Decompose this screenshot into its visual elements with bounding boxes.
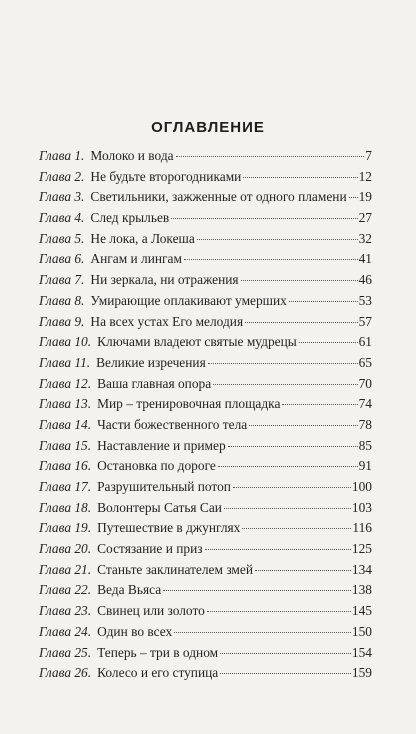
- chapter-title: Разрушительный потоп: [97, 479, 231, 494]
- chapter-number: Глава 15.: [39, 437, 92, 453]
- chapter-title: Не лока, а Локеша: [90, 230, 195, 246]
- chapter-number: Глава 17.: [39, 479, 92, 494]
- page-number: 145: [351, 603, 372, 619]
- toc-entry: [39, 187, 372, 208]
- chapter-number: Глава 7.: [39, 272, 85, 288]
- table-of-contents: [39, 146, 372, 684]
- chapter-number: Глава 10.: [39, 334, 92, 350]
- dot-leader: [224, 508, 351, 509]
- toc-entry: [39, 601, 372, 622]
- page-number: 78: [358, 416, 372, 432]
- dot-leader: [349, 197, 358, 198]
- chapter-title: Путешествие в джунглях: [97, 520, 241, 536]
- toc-entry: [39, 146, 372, 167]
- dot-leader: [245, 322, 357, 323]
- page-number: 154: [351, 644, 372, 660]
- chapter-title: Состязание и приз: [97, 541, 203, 557]
- chapter-number: Глава 22.: [39, 582, 92, 598]
- toc-entry: [39, 374, 372, 395]
- toc-entry: [39, 270, 372, 291]
- chapter-title: Светильники, зажженные от одного пламени: [90, 189, 347, 205]
- dot-leader: [249, 425, 357, 426]
- toc-entry: [39, 539, 372, 560]
- chapter-number: Глава 26.: [39, 665, 92, 681]
- dot-leader: [220, 653, 351, 654]
- chapter-title: Колесо и его ступица: [97, 665, 219, 681]
- chapter-number: Глава 14.: [39, 416, 92, 432]
- chapter-title: Ни зеркала, ни отражения: [90, 272, 239, 288]
- page-number: 19: [358, 189, 372, 205]
- dot-leader: [218, 466, 358, 467]
- chapter-title: Волонтеры Сатья Саи: [97, 499, 222, 515]
- chapter-title: След крыльев: [90, 210, 170, 226]
- page-number: 125: [351, 541, 372, 557]
- chapter-number: Глава 24.: [39, 623, 92, 639]
- toc-entry: [39, 332, 372, 353]
- dot-leader: [220, 673, 351, 674]
- dot-leader: [171, 218, 357, 219]
- page-number: 91: [358, 458, 372, 474]
- chapter-number: Глава 18.: [39, 499, 92, 515]
- dot-leader: [289, 301, 358, 302]
- toc-entry: [39, 477, 372, 498]
- dot-leader: [208, 363, 358, 364]
- dot-leader: [184, 259, 358, 260]
- toc-entry: [39, 394, 372, 415]
- page-number: 41: [358, 251, 372, 267]
- toc-entry: [39, 456, 372, 477]
- dot-leader: [174, 632, 351, 633]
- chapter-number: Глава 8.: [39, 292, 85, 308]
- chapter-number: Глава 19.: [39, 520, 92, 536]
- chapter-number: Глава 20.: [39, 541, 92, 557]
- page-number: 12: [358, 168, 372, 184]
- chapter-number: Глава 6.: [39, 251, 85, 267]
- chapter-title: Свинец или золото: [97, 603, 205, 619]
- page-title: ОГЛАВЛЕНИЕ: [151, 119, 265, 136]
- dot-leader: [228, 446, 358, 447]
- page-number: 103: [351, 499, 372, 515]
- toc-entry: [39, 167, 372, 188]
- chapter-title: Ваша главная опора: [97, 375, 212, 391]
- page-number: 138: [351, 582, 372, 598]
- toc-entry: [39, 415, 372, 436]
- toc-entry: [39, 643, 372, 664]
- toc-entry: [39, 560, 372, 581]
- chapter-number: Глава 25.: [39, 644, 92, 660]
- toc-entry: [39, 291, 372, 312]
- page-number: 74: [358, 396, 372, 412]
- page-number: 53: [358, 292, 372, 308]
- toc-entry: [39, 580, 372, 601]
- toc-entry: [39, 229, 372, 250]
- chapter-number: Глава 4.: [39, 210, 85, 226]
- chapter-title: Теперь – три в одном: [97, 644, 219, 660]
- toc-entry: [39, 518, 372, 539]
- toc-entry: [39, 208, 372, 229]
- toc-entry: [39, 436, 372, 457]
- dot-leader: [233, 487, 351, 488]
- page-number: 46: [358, 272, 372, 288]
- chapter-title: Наставление и пример: [97, 437, 226, 453]
- chapter-number: Глава 2.: [39, 168, 85, 184]
- page-number: 116: [352, 520, 372, 536]
- toc-entry: [39, 663, 372, 684]
- toc-entry: [39, 249, 372, 270]
- chapter-number: Глава 11.: [39, 354, 91, 370]
- chapter-title: Один во всех: [97, 623, 173, 639]
- dot-leader: [299, 342, 358, 343]
- page-number: 100: [351, 479, 372, 494]
- page-number: 65: [358, 354, 372, 370]
- chapter-title: Не будьте второгодниками: [90, 168, 242, 184]
- chapter-number: Глава 1.: [39, 148, 85, 163]
- dot-leader: [242, 528, 351, 529]
- toc-entry: [39, 312, 372, 333]
- page-number: 85: [358, 437, 372, 453]
- dot-leader: [213, 384, 357, 385]
- page-number: 27: [358, 210, 372, 226]
- dot-leader: [282, 404, 357, 405]
- chapter-number: Глава 5.: [39, 230, 85, 246]
- dot-leader: [207, 611, 351, 612]
- chapter-number: Глава 9.: [39, 313, 85, 329]
- chapter-number: Глава 3.: [39, 189, 85, 205]
- chapter-title: Остановка по дороге: [97, 458, 216, 474]
- dot-leader: [241, 280, 358, 281]
- chapter-number: Глава 12.: [39, 375, 92, 391]
- chapter-number: Глава 21.: [39, 561, 92, 577]
- chapter-title: Части божественного тела: [97, 416, 248, 432]
- toc-entry: [39, 353, 372, 374]
- dot-leader: [176, 156, 365, 157]
- dot-leader: [255, 570, 351, 571]
- dot-leader: [163, 590, 351, 591]
- chapter-number: Глава 23.: [39, 603, 92, 619]
- chapter-title: На всех устах Его мелодия: [90, 313, 244, 329]
- page-number: 57: [358, 313, 372, 329]
- chapter-title: Ключами владеют святые мудрецы: [97, 334, 297, 350]
- chapter-title: Молоко и вода: [90, 148, 174, 163]
- chapter-number: Глава 13.: [39, 396, 92, 412]
- dot-leader: [243, 177, 357, 178]
- page-number: 150: [351, 623, 372, 639]
- chapter-title: Великие изречения: [96, 354, 206, 370]
- chapter-title: Умирающие оплакивают умерших: [90, 292, 287, 308]
- dot-leader: [205, 549, 351, 550]
- page-number: 61: [358, 334, 372, 350]
- dot-leader: [197, 239, 358, 240]
- chapter-title: Станьте заклинателем змей: [97, 561, 254, 577]
- toc-entry: [39, 498, 372, 519]
- chapter-title: Веда Вьяса: [97, 582, 162, 598]
- page-number: 32: [358, 230, 372, 246]
- page-number: 70: [358, 375, 372, 391]
- chapter-number: Глава 16.: [39, 458, 92, 474]
- page-number: 159: [351, 665, 372, 681]
- page-number: 7: [365, 148, 372, 163]
- chapter-title: Ангам и лингам: [90, 251, 182, 267]
- toc-entry: [39, 622, 372, 643]
- page-number: 134: [351, 561, 372, 577]
- chapter-title: Мир – тренировочная площадка: [97, 396, 281, 412]
